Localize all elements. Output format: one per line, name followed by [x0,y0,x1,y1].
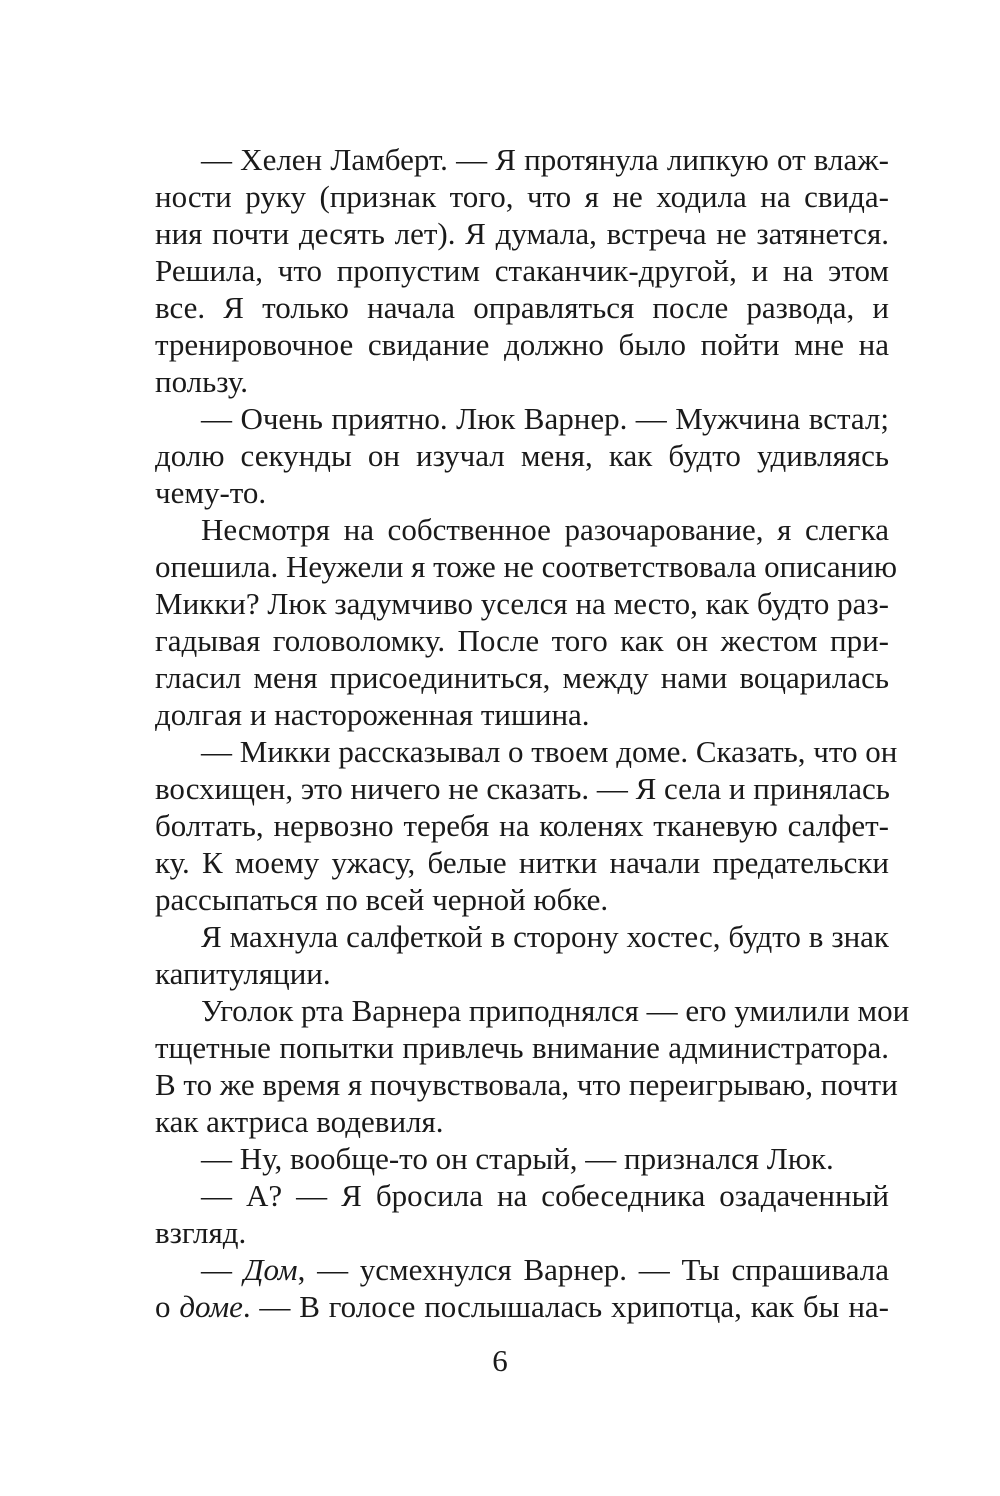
text-line: опешила. Неужели я тоже не соответствовала описанию [155,549,898,584]
page-number: 6 [492,1343,508,1378]
emphasis: доме [179,1289,243,1324]
text-line: как актриса водевиля. [155,1104,444,1139]
text-line: Микки? Люк задумчиво уселся на место, как будто раз- [155,586,889,621]
text-line: Уголок рта Варнера приподнялся — его умилили мои [201,993,910,1028]
text-line: рассыпаться по всей черной юбке. [155,882,609,917]
text-line: — Микки рассказывал о твоем доме. Сказать, что он [201,734,898,769]
text-line: гласил меня присоединиться, между нами воцарилась [155,660,889,695]
text-line: — Очень приятно. Люк Варнер. — Мужчина встал; [201,401,889,436]
text-line: ности руку (признак того, что я не ходила на свида- [155,179,889,214]
text-line: долю секунды он изучал меня, как будто удивляясь [155,438,889,473]
text-line: В то же время я почувствовала, что переигрываю, почти [155,1067,898,1102]
text-line: тренировочное свидание должно было пойти мне на [155,327,889,362]
text-line: взгляд. [155,1215,247,1250]
text-line: — Хелен Ламберт. — Я протянула липкую от влаж- [201,142,889,177]
text-line: Я махнула салфеткой в сторону хостес, будто в знак [201,919,889,954]
text-line: капитуляции. [155,956,331,991]
text-line: — А? — Я бросила на собеседника озадаченный [201,1178,889,1213]
text-line: ку. К моему ужасу, белые нитки начали предательски [155,845,889,880]
text-line: пользу. [155,364,249,399]
text-line: чему-то. [155,475,267,510]
text-line: Решила, что пропустим стаканчик-другой, и на этом [155,253,889,288]
text-line: восхищен, это ничего не сказать. — Я села и принялась [155,771,890,806]
text-line: долгая и настороженная тишина. [155,697,590,732]
text-line: о доме. — В голосе послышалась хрипотца, как бы на- [155,1289,889,1324]
text-line: тщетные попытки привлечь внимание администратора. [155,1030,889,1065]
text-line: все. Я только начала оправляться после развода, и [155,290,889,325]
text-line: ния почти десять лет). Я думала, встреча не затянется. [155,216,889,251]
text-line: Несмотря на собственное разочарование, я слегка [201,512,889,547]
text-line: — Ну, вообще-то он старый, — признался Люк. [201,1141,834,1176]
text-line: — Дом, — усмехнулся Варнер. — Ты спрашивала [201,1252,890,1287]
text-line: болтать, нервозно теребя на коленях тканевую салфет- [155,808,889,843]
text-line: гадывая головоломку. После того как он жестом при- [155,623,889,658]
emphasis: Дом [243,1252,298,1287]
